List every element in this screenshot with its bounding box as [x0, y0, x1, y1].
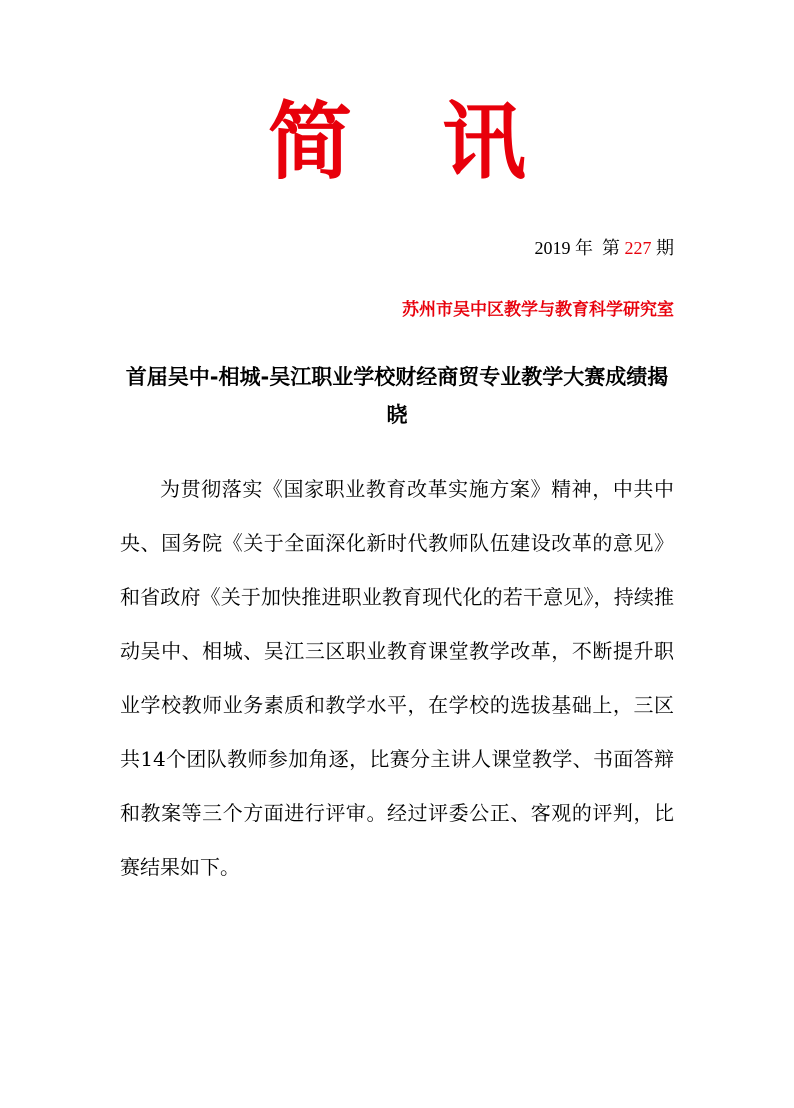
masthead-char-1: 简 [267, 92, 352, 191]
issue-line [535, 236, 675, 260]
article-title: 首届吴中-相城-吴江职业学校财经商贸专业教学大赛成绩揭晓 [125, 365, 669, 427]
masthead-title [0, 92, 794, 192]
issue-prefix: 第 [602, 238, 620, 258]
issuer-name: 苏州市吴中区教学与教育科学研究室 [402, 300, 674, 320]
issue-number: 227 [624, 238, 652, 258]
issue-year: 2019 [534, 238, 571, 258]
masthead-char-2: 讯 [442, 92, 527, 191]
article-body: 为贯彻落实《国家职业教育改革实施方案》精神，中共中央、国务院《关于全面深化新时代教师队伍建设改革的意见》和省政府《关于加快推进职业教育现代化的若干意见》，持续推动吴中、相城、吴江三区职业教育课堂教学改革，不断提升职业学校教师业务素质和教学水平，在学校的选拔基础上，三区共14个团队教师参加角逐，比赛分主讲人课堂教学、书面答辩和教案等三个方面进行评审。经过评委公正、客观的评判，比赛结果如下。 [120, 477, 674, 879]
issue-year-label: 年 [575, 238, 593, 258]
issue-suffix: 期 [656, 238, 674, 258]
